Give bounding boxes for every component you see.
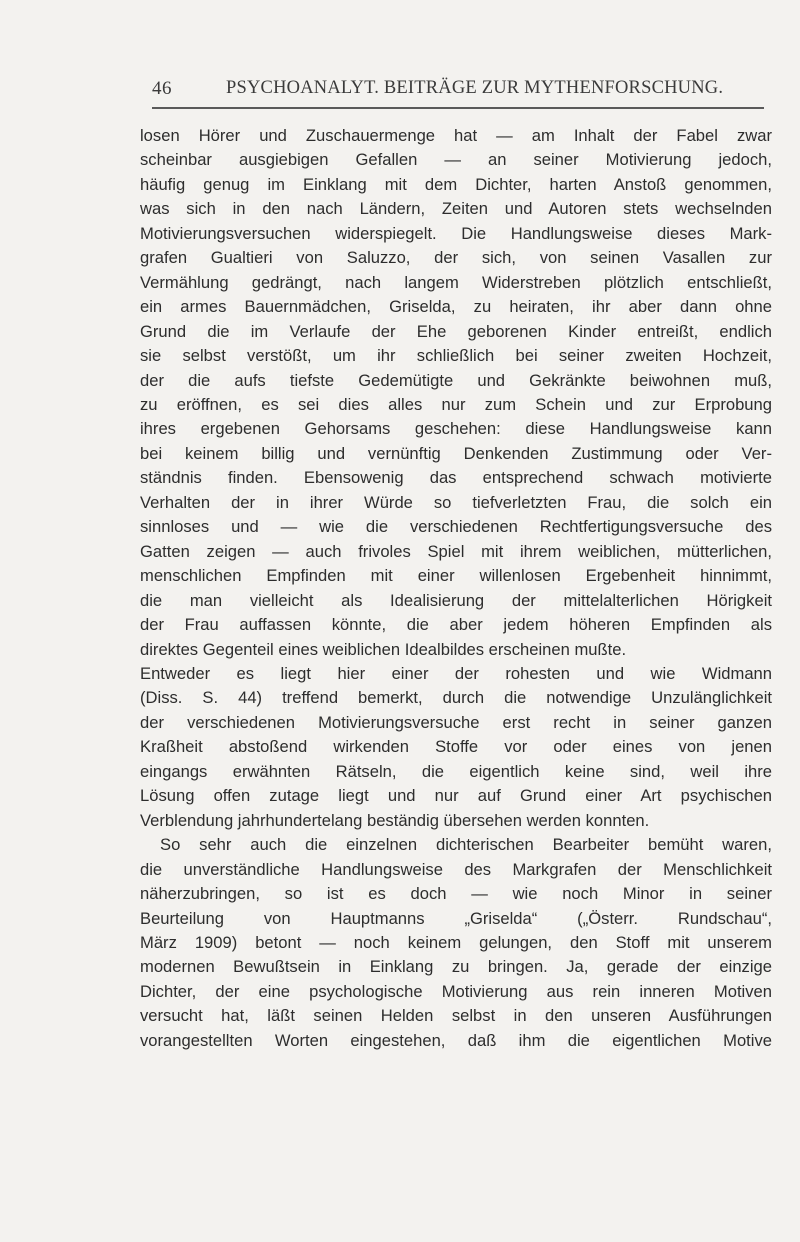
text-line: vorangestellten Worten eingestehen, daß ihm die eigentlichen Motive — [140, 1030, 772, 1050]
text-line: die man vielleicht als Idealisierung der mittelalterlichen Hörigkeit — [140, 590, 772, 610]
text-line: scheinbar ausgiebigen Gefallen — an seiner Motivierung jedoch, — [140, 150, 772, 170]
text-line: Entweder es liegt hier einer der rohesten und wie Widmann — [140, 663, 772, 683]
text-line: Beurteilung von Hauptmanns „Griselda“ („Österr. Rundschau“, — [140, 908, 772, 928]
text-line: März 1909) betont — noch keinem gelungen, den Stoff mit unserem — [140, 932, 772, 952]
text-line: (Diss. S. 44) treffend bemerkt, durch die notwendige Unzulänglichkeit — [140, 688, 772, 708]
text-line: Verhalten der in ihrer Würde so tiefverletzten Frau, die solch ein — [140, 492, 772, 512]
text-line: ihres ergebenen Gehorsams geschehen: diese Handlungsweise kann — [140, 419, 772, 439]
text-line: was sich in den nach Ländern, Zeiten und Autoren stets wechselnden — [140, 199, 772, 219]
text-line: der Frau auffassen könnte, die aber jedem höheren Empfinden als — [140, 615, 772, 635]
text-line: Verblendung jahrhundertelang beständig übersehen werden konnten. — [140, 810, 650, 830]
running-title: PSYCHOANALYT. BEITRÄGE ZUR MYTHENFORSCHUNG. — [226, 78, 724, 98]
text-line: Kraßheit abstoßend wirkenden Stoffe vor oder eines von jenen — [140, 737, 772, 757]
text-line: Grund die im Verlaufe der Ehe geborenen Kinder entreißt, endlich — [140, 321, 772, 341]
text-line: näherzubringen, so ist es doch — wie noch Minor in seiner — [140, 884, 772, 904]
text-line: Vermählung gedrängt, nach langem Widerstreben plötzlich entschließt, — [140, 272, 772, 292]
text-line: Lösung offen zutage liegt und nur auf Grund einer Art psychischen — [140, 786, 772, 806]
text-line: Motivierungsversuchen widerspiegelt. Die Handlungsweise dieses Mark- — [140, 223, 772, 243]
text-line: zu eröffnen, es sei dies alles nur zum Schein und zur Erprobung — [140, 394, 772, 414]
text-line: der verschiedenen Motivierungsversuche erst recht in seiner ganzen — [140, 712, 772, 732]
text-line: eingangs erwähnten Rätseln, die eigentlich keine sind, weil ihre — [140, 761, 772, 781]
text-line: Gatten zeigen — auch frivoles Spiel mit ihrem weiblichen, mütterlichen, — [140, 541, 772, 561]
text-line: So sehr auch die einzelnen dichterischen Bearbeiter bemüht waren, — [160, 835, 772, 855]
text-line: Dichter, der eine psychologische Motivierung aus rein inneren Motiven — [140, 981, 772, 1001]
text-line: der die aufs tiefste Gedemütigte und Gekränkte beiwohnen muß, — [140, 370, 772, 390]
text-line: ein armes Bauernmädchen, Griselda, zu heiraten, ihr aber dann ohne — [140, 297, 772, 317]
text-line: die unverständliche Handlungsweise des Markgrafen der Menschlichkeit — [140, 859, 772, 879]
text-line: versucht hat, läßt seinen Helden selbst in den unseren Ausführungen — [140, 1006, 772, 1026]
text-line: ständnis finden. Ebensowenig das entsprechend schwach motivierte — [140, 468, 772, 488]
page-number: 46 — [152, 78, 172, 99]
page-header — [152, 78, 762, 108]
text-line: grafen Gualtieri von Saluzzo, der sich, von seinen Vasallen zur — [140, 248, 772, 268]
text-line: direktes Gegenteil eines weiblichen Idealbildes erscheinen mußte. — [140, 639, 627, 659]
text-line: sinnloses und — wie die verschiedenen Rechtfertigungsversuche des — [140, 517, 772, 537]
header-rule — [152, 107, 764, 109]
text-line: losen Hörer und Zuschauermenge hat — am Inhalt der Fabel zwar — [140, 126, 772, 145]
text-line: bei keinem billig und vernünftig Denkenden Zustimmung oder Ver- — [140, 443, 772, 463]
text-line: häufig genug im Einklang mit dem Dichter, harten Anstoß genommen, — [140, 174, 772, 194]
text-line: modernen Bewußtsein in Einklang zu bringen. Ja, gerade der einzige — [140, 957, 772, 977]
text-line: menschlichen Empfinden mit einer willenlosen Ergebenheit hinnimmt, — [140, 566, 772, 586]
text-line: sie selbst verstößt, um ihr schließlich bei seiner zweiten Hochzeit, — [140, 346, 772, 366]
body-text — [140, 124, 772, 1053]
